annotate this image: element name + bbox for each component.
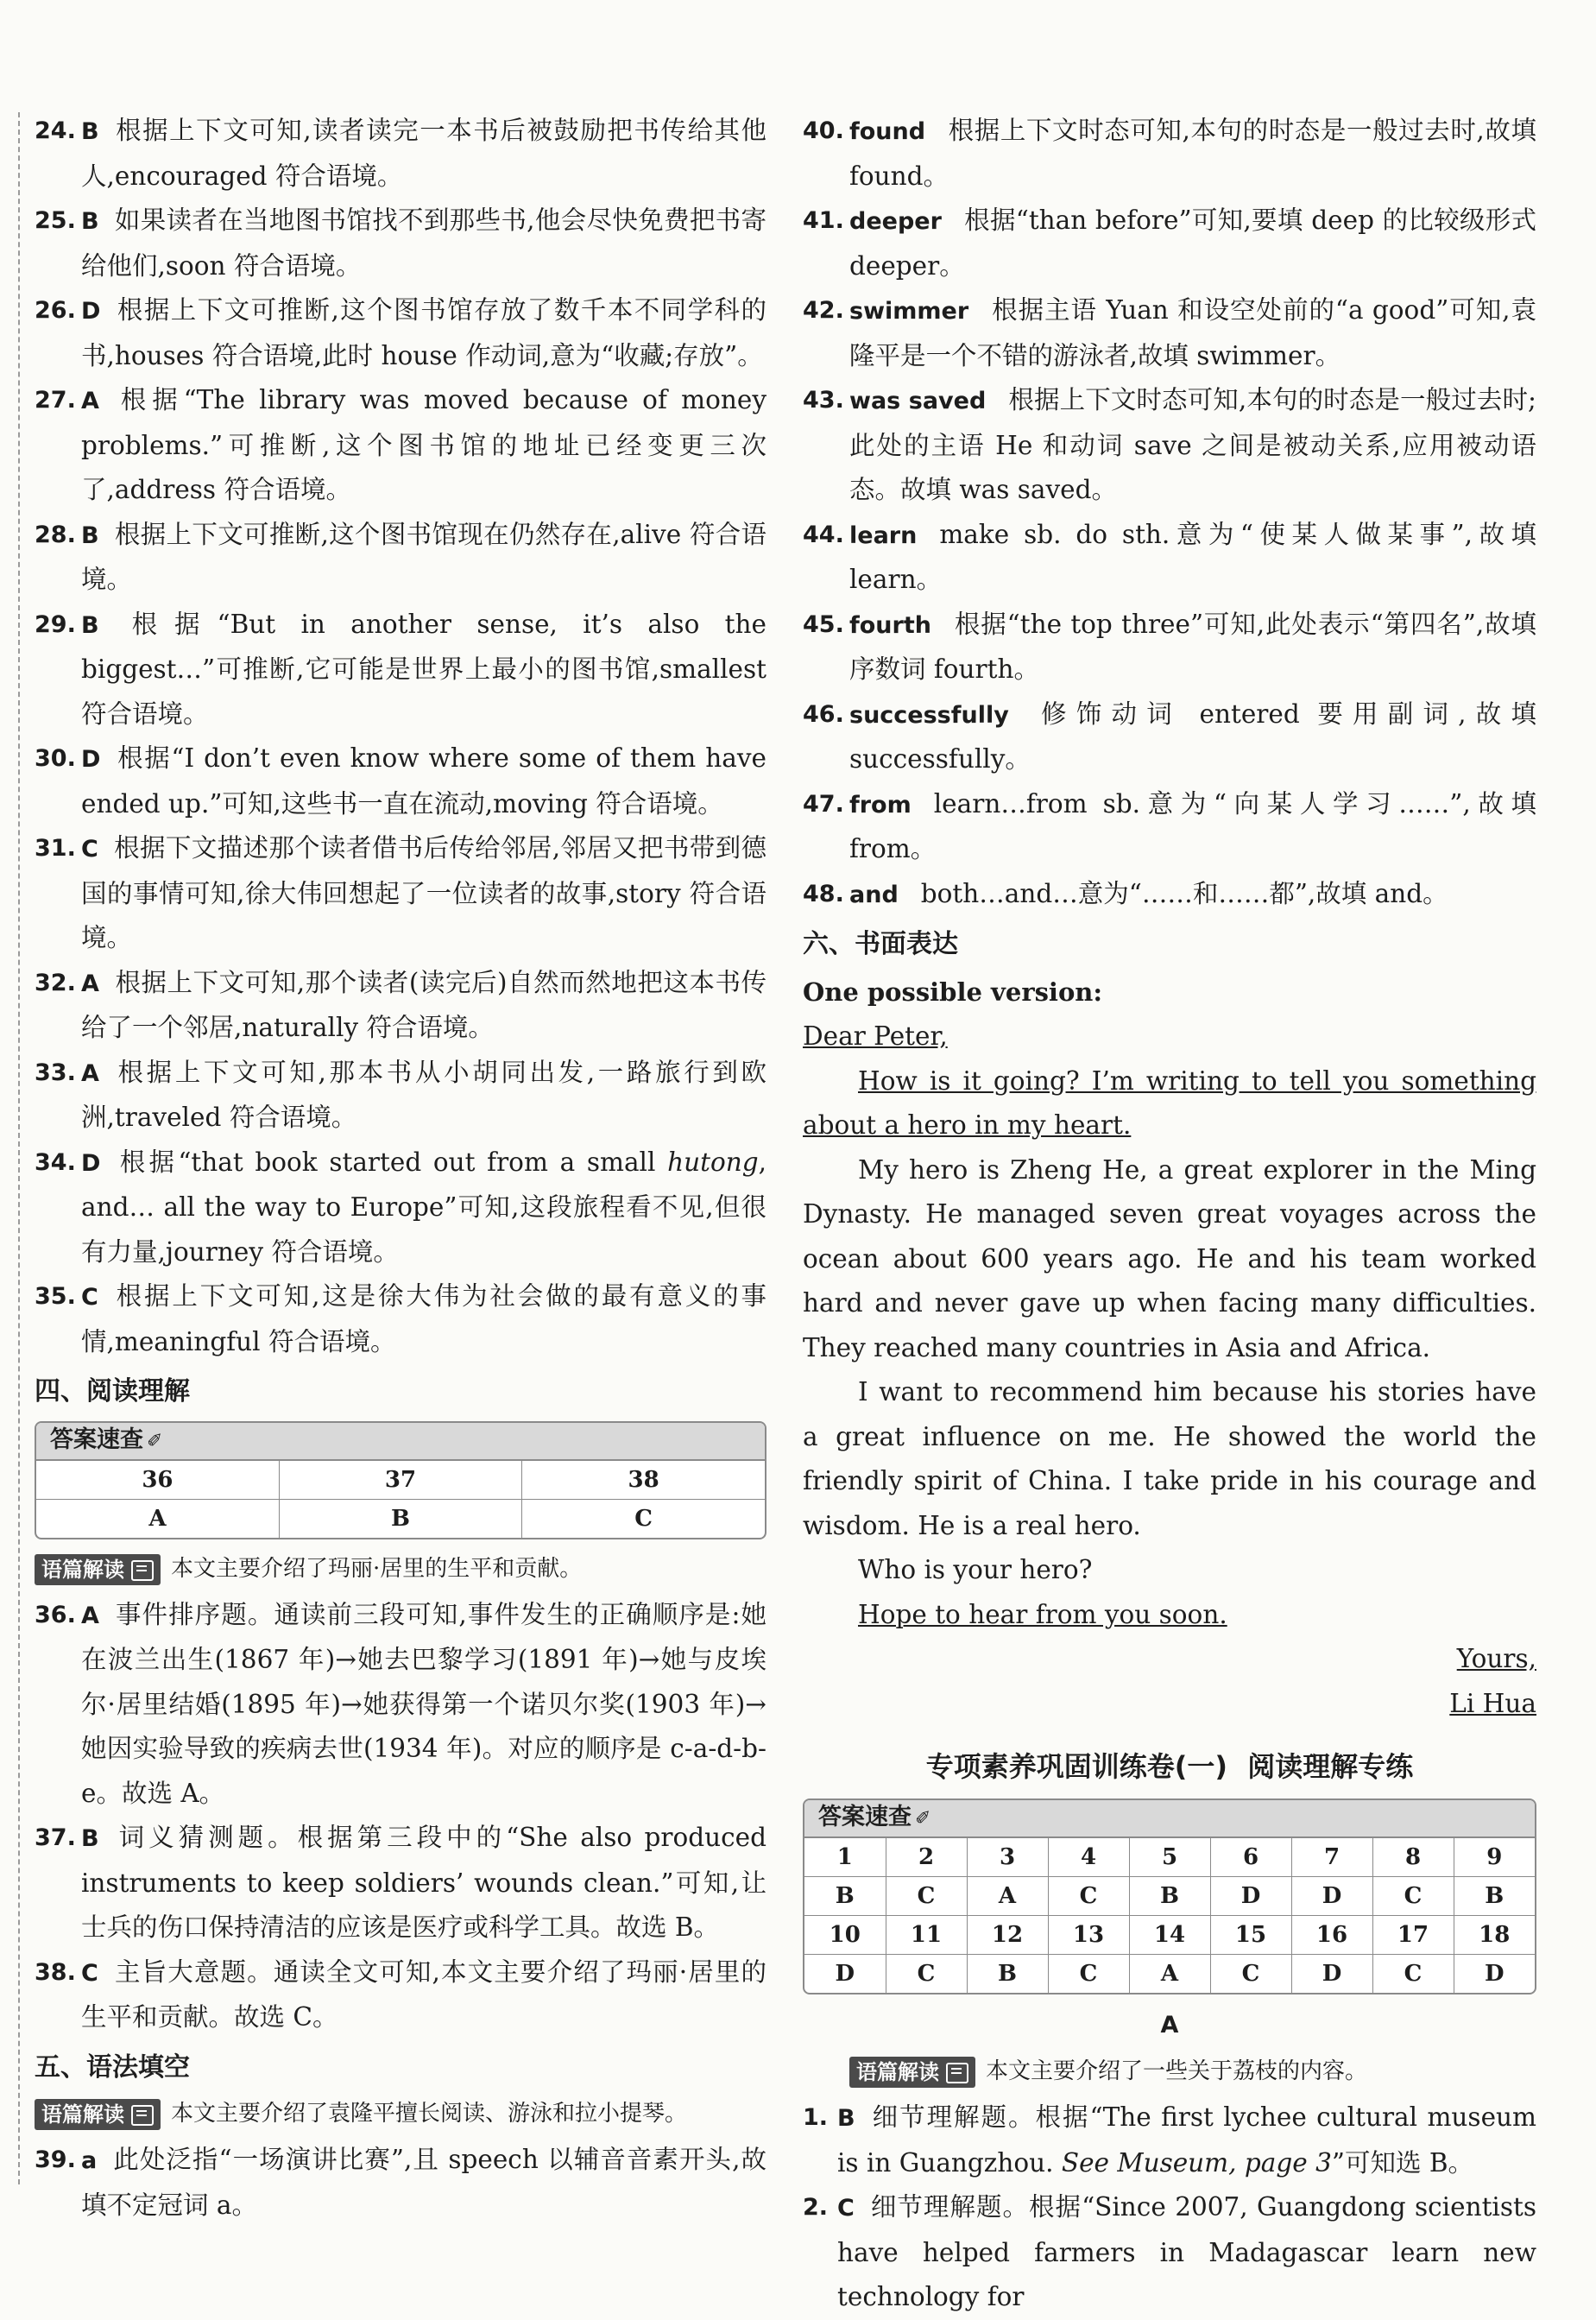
column-divider [18,112,20,2184]
answer-item: 25. B 如果读者在当地图书馆找不到那些书,他会尽快免费把书寄给他们,soon 符合语境。 [35,205,766,281]
answer-key-box [803,1798,1536,1994]
answer-item: 30. D 根据“I don’t even know where some of them have ended up.”可知,这些书一直在流动,moving 符合语境。 [35,743,766,819]
answer-item: 32. A 根据上下文可知,那个读者(读完后)自然而然地把这本书传给了一个邻居,naturally 符合语境。 [35,967,766,1042]
answer-list-cloze [35,109,766,1364]
section-title-grammar: 五、语法填空 [35,2051,190,2083]
section-title-writing: 六、书面表达 [803,929,958,959]
passage-analysis-tag: 语篇解读 [35,2099,161,2130]
answer-item: 28. B 根据上下文可推断,这个图书馆现在仍然存在,alive 符合语境。 [35,519,766,594]
answer-item: 44. learn make sb. do sth.意为“使某人做某事”,故填 learn。 [803,519,1536,594]
left-column [35,109,766,2228]
passage-analysis: 语篇解读 本文主要介绍了玛丽·居里的生平和贡献。 [35,1548,766,1590]
passage-letter: A [1160,2011,1179,2039]
answer-list-reading [35,1593,766,2040]
answer-item: 47. from learn…from sb.意为“向某人学习……”,故填 from。 [803,788,1536,863]
document-icon [131,2105,154,2126]
answer-item: 34. D 根据“that book started out from a small hutong, and… all the way to Europe”可知,这段旅程看不见,但很有力量,journey 符合语境。 [35,1147,766,1267]
answer-item: 35. C 根据上下文可知,这是徐大伟为社会做的最有意义的事情,meaningful 符合语境。 [35,1281,766,1356]
section-title-reading: 四、阅读理解 [35,1376,190,1407]
document-icon [946,2063,968,2083]
passage-analysis: 语篇解读 本文主要介绍了袁隆平擅长阅读、游泳和拉小提琴。 [35,2093,766,2134]
answer-item: 43. was saved 根据上下文时态可知,本句的时态是一般过去时;此处的主语 He 和动词 save 之间是被动关系,应用被动语态。故填 was saved。 [803,385,1536,504]
essay-paragraph: I want to recommend him because his stories have a great influence on me. He showed the world the friendly spirit of China. I take pride in his courage and wisdom. He is a real hero. [803,1377,1536,1540]
answer-item: 46. successfully 修饰动词 entered 要用副词,故填 successfully。 [803,699,1536,774]
answer-item: 37. B 词义猜测题。根据第三段中的“She also produced instruments to keep soldiers’ wounds clean.”可知,让士兵的伤口保持清洁的应该是医疗或科学工具。故选 B。 [35,1823,766,1942]
answer-key-title: 答案速查 ✐ [36,1423,765,1461]
answer-item: 36. A 事件排序题。通读前三段可知,事件发生的正确顺序是:她在波兰出生(1867 年)→她去巴黎学习(1891 年)→她与皮埃尔·居里结婚(1895 年)→她获得第一个诺贝尔奖(1903 年)→她因实验导致的疾病去世(1934 年)。对应的顺序是 c-a-d-b-e。故选 A。 [35,1599,766,1808]
essay-signature: Li Hua [1449,1688,1536,1718]
passage-analysis: 语篇解读 本文主要介绍了一些关于荔枝的内容。 [803,2051,1536,2092]
essay-paragraph: How is it going? I’m writing to tell you something about a hero in my heart. [803,1065,1536,1140]
answer-item: 29. B 根据“But in another sense, it’s also the biggest…”可推断,它可能是世界上最小的图书馆,smallest 符合语境。 [35,609,766,729]
answer-item: 45. fourth 根据“the top three”可知,此处表示“第四名”,故填序数词 fourth。 [803,609,1536,684]
essay-heading: One possible version: [803,977,1103,1007]
answer-key-box [35,1421,766,1539]
answer-item: 27. A 根据“The library was moved because of money problems.”可推断,这个图书馆的地址已经变更三次了,address 符合语境。 [35,385,766,504]
passage-analysis-tag: 语篇解读 [35,1554,161,1585]
passage-analysis-tag: 语篇解读 [849,2057,975,2088]
answer-list-grammar [803,109,1536,917]
answer-item: 33. A 根据上下文可知,那本书从小胡同出发,一路旅行到欧洲,traveled 符合语境。 [35,1057,766,1132]
practice-section-title: 专项素养巩固训练卷(一) 阅读理解专练 [925,1750,1414,1783]
essay-closing: Yours, [1456,1644,1536,1673]
answer-item: 41. deeper 根据“than before”可知,要填 deep 的比较级形式 deeper。 [803,205,1536,281]
answer-item: 40. found 根据上下文时态可知,本句的时态是一般过去时,故填 found。 [803,116,1536,191]
answer-item: 24. B 根据上下文可知,读者读完一本书后被鼓励把书传给其他人,encouraged 符合语境。 [35,116,766,191]
model-essay [803,970,1536,1727]
answer-item: 38. C 主旨大意题。通读全文可知,本文主要介绍了玛丽·居里的生平和贡献。故选 C。 [35,1957,766,2032]
essay-paragraph: Who is your hero? [858,1555,1093,1584]
essay-salutation: Dear Peter, [803,1021,948,1051]
essay-paragraph: My hero is Zheng He, a great explorer in the Ming Dynasty. He managed seven great voyages across the ocean about 600 years ago. He and his team worked hard and never gave up when facing many difficulties. They reached many countries in Asia and Africa. [803,1154,1536,1362]
answer-key-table: 36 37 38 A B C [36,1461,765,1538]
document-icon [131,1560,154,1581]
answer-item: 48. and both…and…意为“……和……都”,故填 and。 [803,878,1448,908]
answer-item: 39. a 此处泛指“一场演讲比赛”,且 speech 以辅音音素开头,故填不定冠词 a。 [35,2145,766,2220]
answer-item: 42. swimmer 根据主语 Yuan 和设空处前的“a good”可知,袁隆平是一个不错的游泳者,故填 swimmer。 [803,295,1536,370]
answer-key-title: 答案速查 ✐ [804,1800,1535,1838]
pencil-icon: ✐ [147,1430,163,1452]
pencil-icon: ✐ [915,1807,931,1830]
answer-item: 26. D 根据上下文可推断,这个图书馆存放了数千本不同学科的书,houses 符合语境,此时 house 作动词,意为“收藏;存放”。 [35,295,766,370]
answer-item: 1. B 细节理解题。根据“The first lychee cultural museum is in Guangzhou. See Museum, page 3”可知选 B。 [803,2102,1536,2178]
answer-item: 2. C 细节理解题。根据“Since 2007, Guangdong scientists have helped farmers in Madagascar learn new technology for [803,2192,1536,2311]
essay-paragraph: Hope to hear from you soon. [858,1599,1227,1629]
right-column [803,109,1536,2320]
answer-key-table: 1 2 3 4 5 6 7 8 9 B C A C B D D C B 10 11 12 13 14 15 16 17 18 D C B C A C D C D [804,1838,1535,1993]
answer-item: 31. C 根据下文描述那个读者借书后传给邻居,邻居又把书带到德国的事情可知,徐大伟回想起了一位读者的故事,story 符合语境。 [35,833,766,952]
